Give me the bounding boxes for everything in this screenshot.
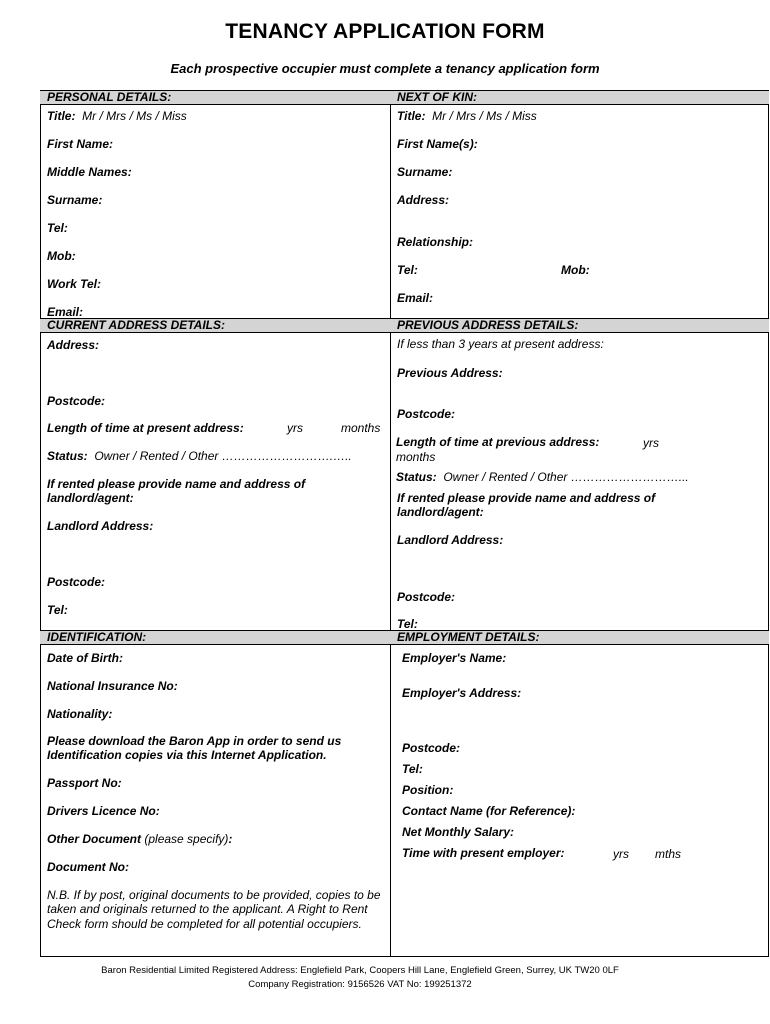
previous-address-header: PREVIOUS ADDRESS DETAILS: <box>390 318 769 333</box>
kin-mob-label[interactable]: Mob: <box>561 263 590 277</box>
kin-first-names-label[interactable]: First Name(s): <box>397 137 478 151</box>
id-dob-label[interactable]: Date of Birth: <box>47 651 123 665</box>
current-address-label[interactable]: Address: <box>47 338 100 352</box>
emp-contact-label[interactable]: Contact Name (for Reference): <box>402 804 576 818</box>
previous-note: If less than 3 years at present address: <box>397 337 604 351</box>
emp-time-label[interactable]: Time with present employer: <box>402 846 565 860</box>
personal-title-field[interactable]: Title: Mr / Mrs / Ms / Miss <box>47 109 187 123</box>
kin-relationship-label[interactable]: Relationship: <box>397 235 474 249</box>
previous-length-label[interactable]: Length of time at previous address: <box>396 435 600 449</box>
form-title: TENANCY APPLICATION FORM <box>225 20 545 43</box>
current-status-field[interactable]: Status: Owner / Rented / Other ……………………….….. <box>47 449 352 463</box>
personal-surname-label[interactable]: Surname: <box>47 193 103 207</box>
id-document-no-label[interactable]: Document No: <box>47 860 129 874</box>
previous-months-unit: months <box>396 450 436 464</box>
id-ni-label[interactable]: National Insurance No: <box>47 679 178 693</box>
kin-email-label[interactable]: Email: <box>397 291 434 305</box>
title-options: Mr / Mrs / Ms / Miss <box>82 109 187 123</box>
id-nationality-label[interactable]: Nationality: <box>47 707 113 721</box>
kin-surname-label[interactable]: Surname: <box>397 165 453 179</box>
id-licence-label[interactable]: Drivers Licence No: <box>47 804 160 818</box>
personal-details-header: PERSONAL DETAILS: <box>40 90 391 105</box>
employment-header: EMPLOYMENT DETAILS: <box>390 630 769 645</box>
current-landlord-tel-label[interactable]: Tel: <box>47 603 68 617</box>
kin-title-field[interactable]: Title: Mr / Mrs / Ms / Miss <box>397 109 537 123</box>
emp-mths-unit: mths <box>655 847 682 861</box>
previous-landlord-postcode-label[interactable]: Postcode: <box>397 590 456 604</box>
current-rented-note: If rented please provide name and address of landlord/agent: <box>47 477 306 505</box>
current-postcode-label[interactable]: Postcode: <box>47 394 106 408</box>
identification-header: IDENTIFICATION: <box>40 630 391 645</box>
other-document-hint: (please specify) <box>144 832 229 846</box>
emp-salary-label[interactable]: Net Monthly Salary: <box>402 825 515 839</box>
emp-name-label[interactable]: Employer's Name: <box>402 651 507 665</box>
current-address-header: CURRENT ADDRESS DETAILS: <box>40 318 391 333</box>
personal-tel-label[interactable]: Tel: <box>47 221 68 235</box>
previous-landlord-address-label[interactable]: Landlord Address: <box>397 533 504 547</box>
personal-first-name-label[interactable]: First Name: <box>47 137 114 151</box>
current-months-unit: months <box>341 421 381 435</box>
kin-tel-label[interactable]: Tel: <box>397 263 418 277</box>
id-app-note: Please download the Baron App in order to send us Identification copies via this Internet Application. <box>47 734 342 762</box>
form-subtitle: Each prospective occupier must complete a tenancy application form <box>170 61 600 76</box>
current-landlord-postcode-label[interactable]: Postcode: <box>47 575 106 589</box>
id-passport-label[interactable]: Passport No: <box>47 776 122 790</box>
emp-postcode-label[interactable]: Postcode: <box>402 741 461 755</box>
current-landlord-address-label[interactable]: Landlord Address: <box>47 519 154 533</box>
previous-postcode-label[interactable]: Postcode: <box>397 407 456 421</box>
kin-title-options: Mr / Mrs / Ms / Miss <box>432 109 537 123</box>
personal-email-label[interactable]: Email: <box>47 305 84 319</box>
emp-yrs-unit: yrs <box>613 847 629 861</box>
personal-middle-names-label[interactable]: Middle Names: <box>47 165 132 179</box>
footer-registered-address: Baron Residential Limited Registered Address: Englefield Park, Coopers Hill Lane, Englefield Green, Surrey, UK TW20 0LF <box>101 965 619 976</box>
column-divider <box>390 90 391 957</box>
current-length-label[interactable]: Length of time at present address: <box>47 421 244 435</box>
current-yrs-unit: yrs <box>287 421 303 435</box>
previous-status-options: Owner / Rented / Other ………………………... <box>443 470 689 484</box>
footer-company-registration: Company Registration: 9156526 VAT No: 199251372 <box>248 979 472 990</box>
previous-rented-note: If rented please provide name and address of landlord/agent: <box>397 491 656 519</box>
id-nb-note: N.B. If by post, original documents to be provided, copies to be taken and originals returned to the applicant. A Right to Rent Check form should be completed for all potential occupiers. <box>47 888 381 931</box>
previous-status-field[interactable]: Status: Owner / Rented / Other ………………………... <box>396 470 689 484</box>
previous-yrs-unit: yrs <box>643 436 659 450</box>
personal-mob-label[interactable]: Mob: <box>47 249 76 263</box>
next-of-kin-header: NEXT OF KIN: <box>390 90 769 105</box>
emp-tel-label[interactable]: Tel: <box>402 762 423 776</box>
current-status-options: Owner / Rented / Other ……………………….….. <box>94 449 352 463</box>
kin-address-label[interactable]: Address: <box>397 193 450 207</box>
previous-address-label[interactable]: Previous Address: <box>397 366 503 380</box>
emp-address-label[interactable]: Employer's Address: <box>402 686 522 700</box>
personal-work-tel-label[interactable]: Work Tel: <box>47 277 102 291</box>
previous-landlord-tel-label[interactable]: Tel: <box>397 617 418 631</box>
emp-position-label[interactable]: Position: <box>402 783 454 797</box>
id-other-document-field[interactable]: Other Document (please specify): <box>47 832 233 846</box>
